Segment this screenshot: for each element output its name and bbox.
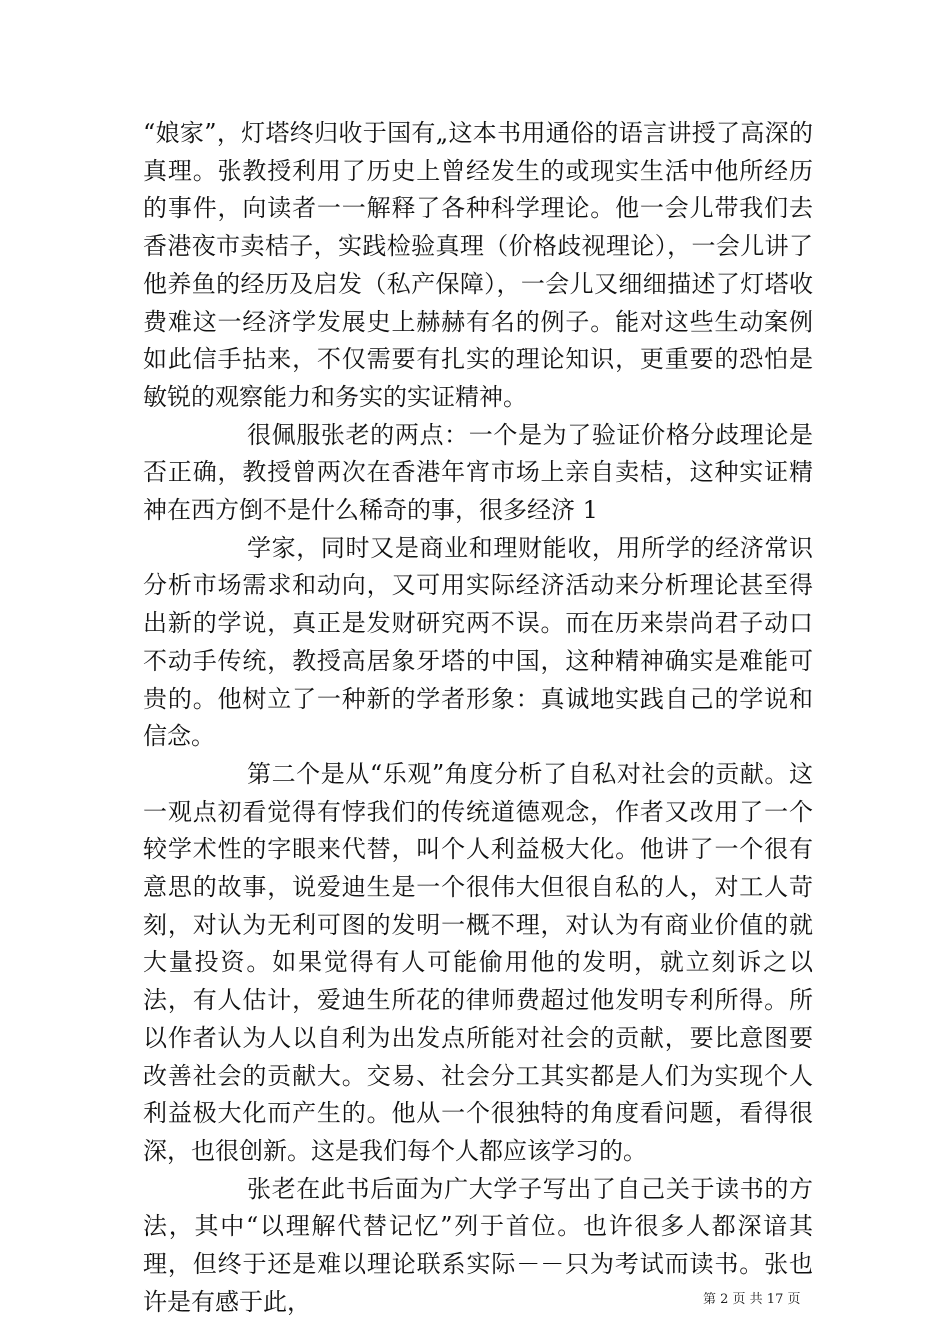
paragraph: 第二个是从“乐观”角度分析了自私对社会的贡献。这一观点初看觉得有悖我们的传统道德观念，作者又改用了一个较学术性的字眼来代替，叫个人利益极大化。他讲了一个很有意思的故事，说爱迪生是一个很伟大但很自私的人，对工人苛刻，对认为无利可图的发明一概不理，对认为有商业价值的就大量投资。如果觉得有人可能偷用他的发明，就立刻诉之以法，有人估计，爱迪生所花的律师费超过他发明专利所得。所以作者认为人以自利为出发点所能对社会的贡献，要比意图要改善社会的贡献大。交易、社会分工其实都是人们为实现个人利益极大化而产生的。他从一个很独特的角度看问题，看得很深，也很创新。这是我们每个人都应该学习的。 bbox=[143, 759, 813, 1165]
paragraph: “娘家”，灯塔终归收于国有„这本书用通俗的语言讲授了高深的真理。张教授利用了历史上曾经发生的或现实生活中他所经历的事件，向读者一一解释了各种科学理论。他一会儿带我们去香港夜市卖桔子，实践检验真理（价格歧视理论），一会儿讲了他养鱼的经历及启发（私产保障），一会儿又细细描述了灯塔收费难这一经济学发展史上赫赫有名的例子。能对这些生动案例如此信手拈来，不仅需要有扎实的理论知识，更重要的恐怕是敏锐的观察能力和务实的实证精神。 bbox=[143, 119, 813, 411]
body-text bbox=[143, 115, 813, 1322]
paragraph: 学家，同时又是商业和理财能收，用所学的经济常识分析市场需求和动向，又可用实际经济活动来分析理论甚至得出新的学说，真正是发财研究两不误。而在历来崇尚君子动口不动手传统，教授高居象牙塔的中国，这种精神确实是难能可贵的。他树立了一种新的学者形象：真诚地实践自己的学说和信念。 bbox=[143, 533, 813, 751]
paragraph: 张老在此书后面为广大学子写出了自己关于读书的方法，其中“以理解代替记忆”列于首位。也许很多人都深谙其理，但终于还是难以理论联系实际－－只为考试而读书。张也许是有感于此， bbox=[143, 1174, 813, 1316]
page-number-footer: 第 2 页 共 17 页 bbox=[703, 1292, 801, 1307]
paragraph: 很佩服张老的两点：一个是为了验证价格分歧理论是否正确，教授曾两次在香港年宵市场上亲自卖桔，这种实证精神在西方倒不是什么稀奇的事，很多经济 1 bbox=[143, 420, 813, 525]
